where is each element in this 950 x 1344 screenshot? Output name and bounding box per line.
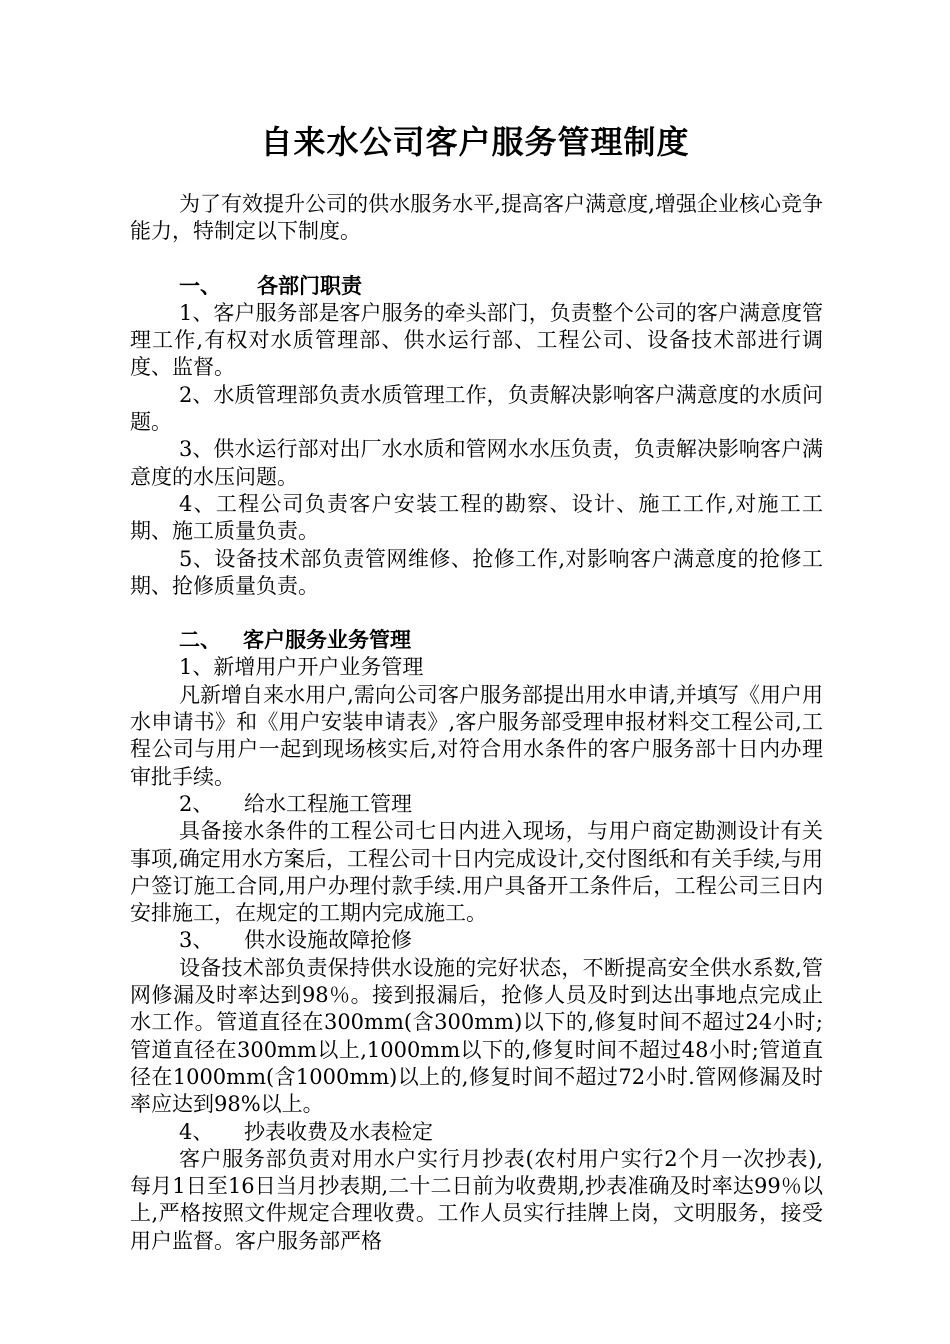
subsection-number: 2、 (179, 791, 214, 816)
paragraph: 4、工程公司负责客户安装工程的勘察、设计、施工工作,对施工工期、施工质量负责。 (130, 491, 823, 544)
paragraph: 设备技术部负责保持供水设施的完好状态，不断提高安全供水系数,管网修漏及时率达到98％。接到报漏后，抢修人员及时到达出事地点完成止水工作。管道直径在300mm(含300mm)以下的,修复时间不超过24小时;管道直径在300mm以上,1000mm以下的,修复时间不超过48小时;管道直径在1000mm(含1000mm)以上的,修复时间不超过72小时.管网修漏及时率应达到98%以上。 (130, 955, 823, 1117)
subsection-heading (130, 654, 823, 681)
subsection-number: 1、 (179, 655, 214, 680)
section-heading-1 (130, 273, 823, 300)
paragraph: 凡新增自来水用户,需向公司客户服务部提出用水申请,并填写《用户用水申请书》和《用户安装申请表》,客户服务部受理申报材料交工程公司,工程公司与用户一起到现场核实后,对符合用水条件的客户服务部十日内办理审批手续。 (130, 682, 823, 789)
subsection-title: 新增用户开户业务管理 (213, 655, 424, 680)
section-title: 各部门职责 (257, 273, 362, 298)
subsection-heading (130, 791, 823, 818)
subsection-number: 3、 (179, 928, 214, 953)
subsection-heading (130, 1119, 823, 1146)
paragraph: 3、供水运行部对出厂水水质和管网水水压负责，负责解决影响客户满意度的水压问题。 (130, 437, 823, 489)
spacer (130, 246, 823, 273)
paragraph: 1、客户服务部是客户服务的牵头部门，负责整个公司的客户满意度管理工作,有权对水质管理部、供水运行部、工程公司、设备技术部进行调度、监督。 (130, 300, 823, 380)
document-title: 自来水公司客户服务管理制度 (260, 123, 690, 161)
section-title: 客户服务业务管理 (243, 628, 411, 653)
subsection-title: 供水设施故障抢修 (244, 928, 412, 953)
paragraph: 具备接水条件的工程公司七日内进入现场，与用户商定勘测设计有关事项,确定用水方案后，工程公司十日内完成设计,交付图纸和有关手续,与用户签订施工合同,用户办理付款手续.用户具备开工条件后，工程公司三日内安排施工，在规定的工期内完成施工。 (130, 819, 823, 926)
section-heading-2 (130, 627, 823, 654)
paragraph: 客户服务部负责对用水户实行月抄表(农村用户实行2个月一次抄表),每月1日至16日当月抄表期,二十二日前为收费期,抄表准确及时率达99％以上,严格按照文件规定合理收费。工作人员实行挂牌上岗，文明服务，接受用户监督。客户服务部严格 (130, 1146, 823, 1253)
subsection-heading (130, 927, 823, 954)
section-number: 二、 (179, 628, 221, 653)
subsection-title: 抄表收费及水表检定 (244, 1119, 433, 1144)
section-number: 一、 (179, 273, 221, 298)
subsection-title: 给水工程施工管理 (244, 791, 412, 816)
paragraph: 2、水质管理部负责水质管理工作，负责解决影响客户满意度的水质问题。 (130, 382, 823, 435)
subsection-number: 4、 (179, 1119, 214, 1144)
spacer (130, 600, 823, 627)
paragraph: 5、设备技术部负责管网维修、抢修工作,对影响客户满意度的抢修工期、抢修质量负责。 (130, 546, 823, 598)
document-body (130, 191, 823, 1255)
intro-paragraph: 为了有效提升公司的供水服务水平,提高客户满意度,增强企业核心竞争能力，特制定以下制度。 (130, 192, 823, 244)
